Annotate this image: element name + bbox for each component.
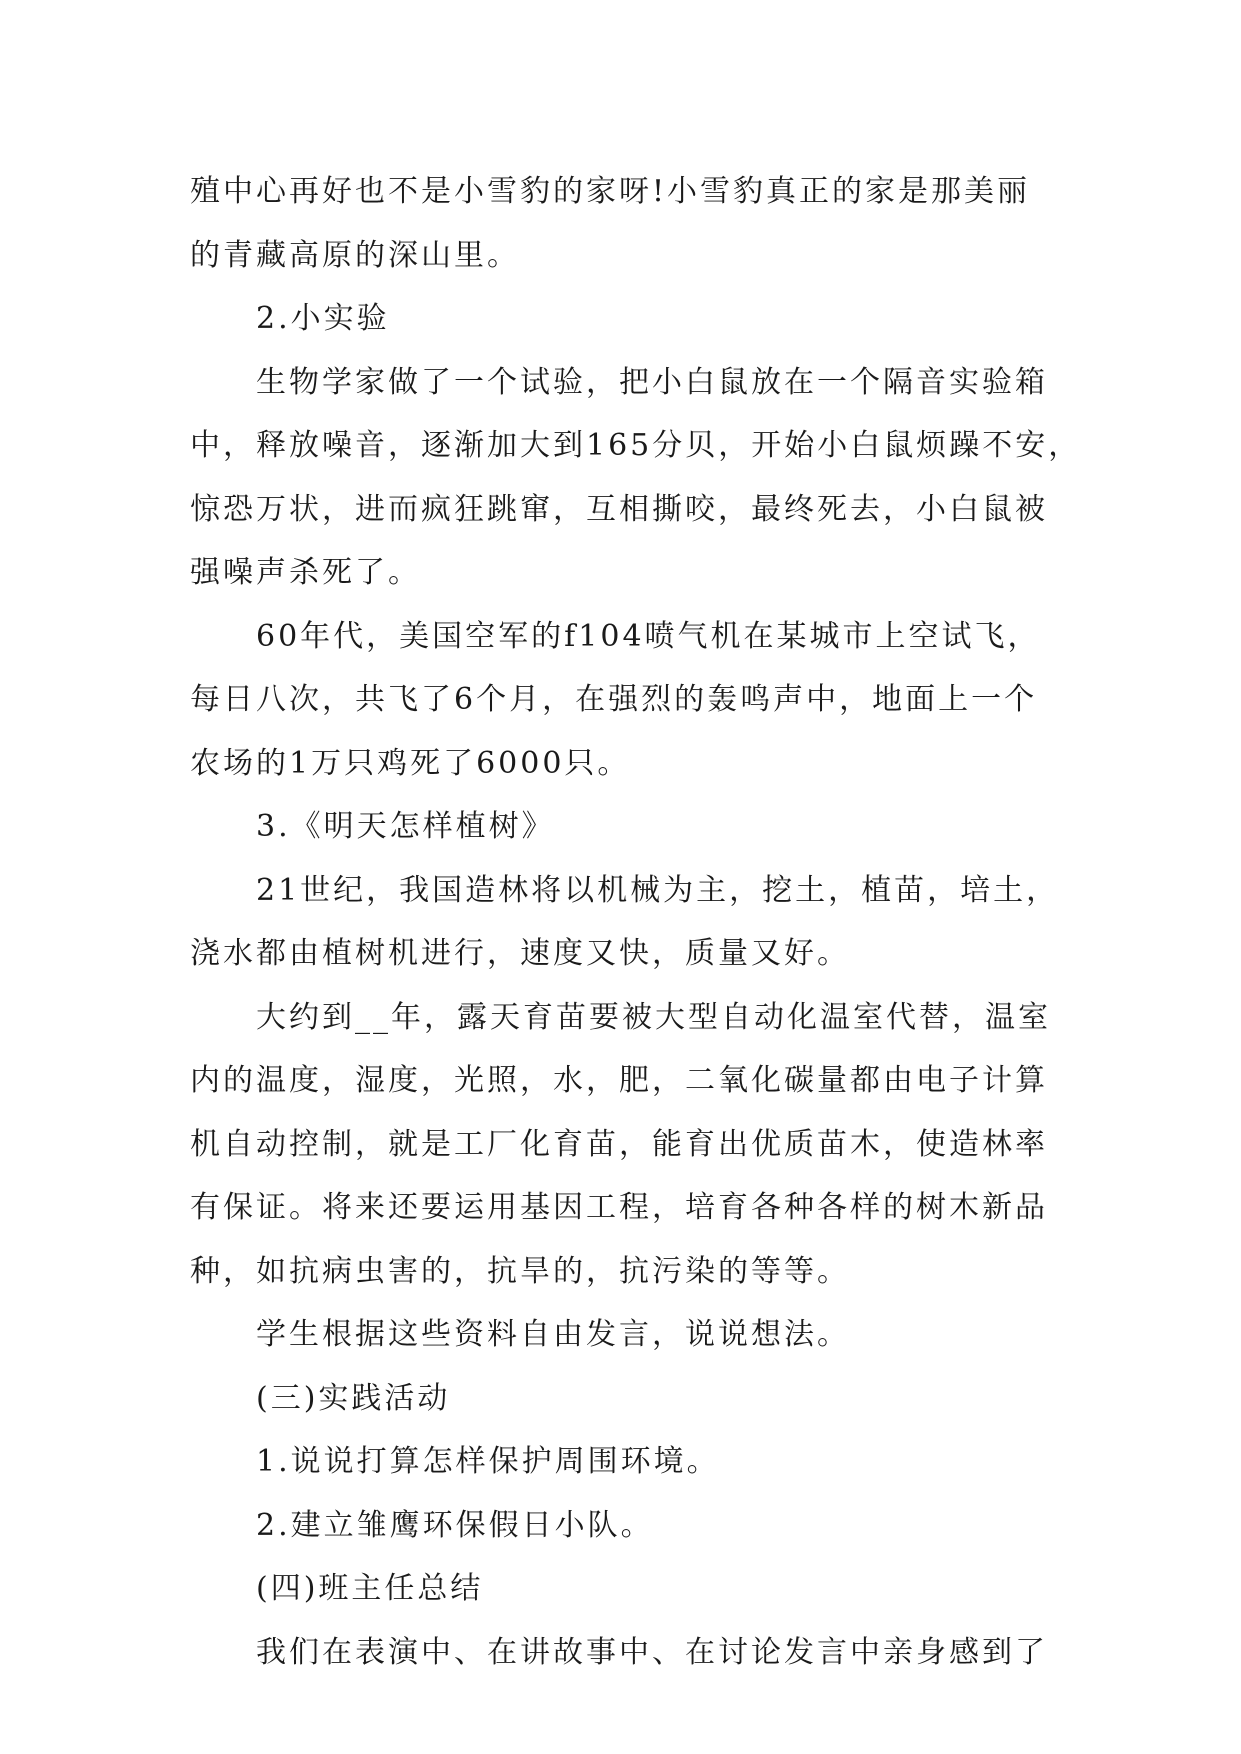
section-heading: 2.小实验 xyxy=(256,301,390,336)
text-line: 农场的1万只鸡死了6000只。 xyxy=(190,745,631,781)
list-item: 1.说说打算怎样保护周围环境。 xyxy=(256,1444,720,1479)
text-line: 21世纪，我国造林将以机械为主，挖土，植苗，培土， xyxy=(256,872,1060,908)
text-line: 殖中心再好也不是小雪豹的家呀!小雪豹真正的家是那美丽 xyxy=(190,174,1031,209)
text-line: 中，释放噪音，逐渐加大到165分贝，开始小白鼠烦躁不安， xyxy=(190,428,1082,463)
section-heading: 3.《明天怎样植树》 xyxy=(256,809,555,844)
text-line: 的青藏高原的深山里。 xyxy=(190,237,520,273)
text-line: 每日八次，共飞了6个月，在强烈的轰鸣声中，地面上一个 xyxy=(190,682,1038,717)
text-line: 我们在表演中、在讲故事中、在讨论发言中亲身感到了 xyxy=(256,1634,1048,1670)
text-line: 有保证。将来还要运用基因工程，培育各种各样的树木新品 xyxy=(190,1190,1048,1225)
document-body xyxy=(190,160,1082,1684)
text-line: 强噪声杀死了。 xyxy=(190,555,421,590)
text-line: 生物学家做了一个试验，把小白鼠放在一个隔音实验箱 xyxy=(256,364,1048,400)
text-line: 机自动控制，就是工厂化育苗，能育出优质苗木，使造林率 xyxy=(190,1126,1048,1162)
section-heading: (四)班主任总结 xyxy=(256,1571,484,1606)
text-line: 惊恐万状，进而疯狂跳窜，互相撕咬，最终死去，小白鼠被 xyxy=(190,491,1048,527)
text-line: 种，如抗病虫害的，抗旱的，抗污染的等等。 xyxy=(190,1253,850,1289)
list-item: 2.建立雏鹰环保假日小队。 xyxy=(256,1507,654,1543)
text-line: 内的温度，湿度，光照，水，肥，二氧化碳量都由电子计算 xyxy=(190,1063,1048,1098)
section-heading: (三)实践活动 xyxy=(256,1380,451,1416)
text-line: 大约到__年，露天育苗要被大型自动化温室代替，温室 xyxy=(256,999,1051,1035)
text-line: 浇水都由植树机进行，速度又快，质量又好。 xyxy=(190,936,850,971)
text-line: 学生根据这些资料自由发言，说说想法。 xyxy=(256,1317,850,1352)
text-line: 60年代，美国空军的f104喷气机在某城市上空试飞， xyxy=(256,618,1041,654)
